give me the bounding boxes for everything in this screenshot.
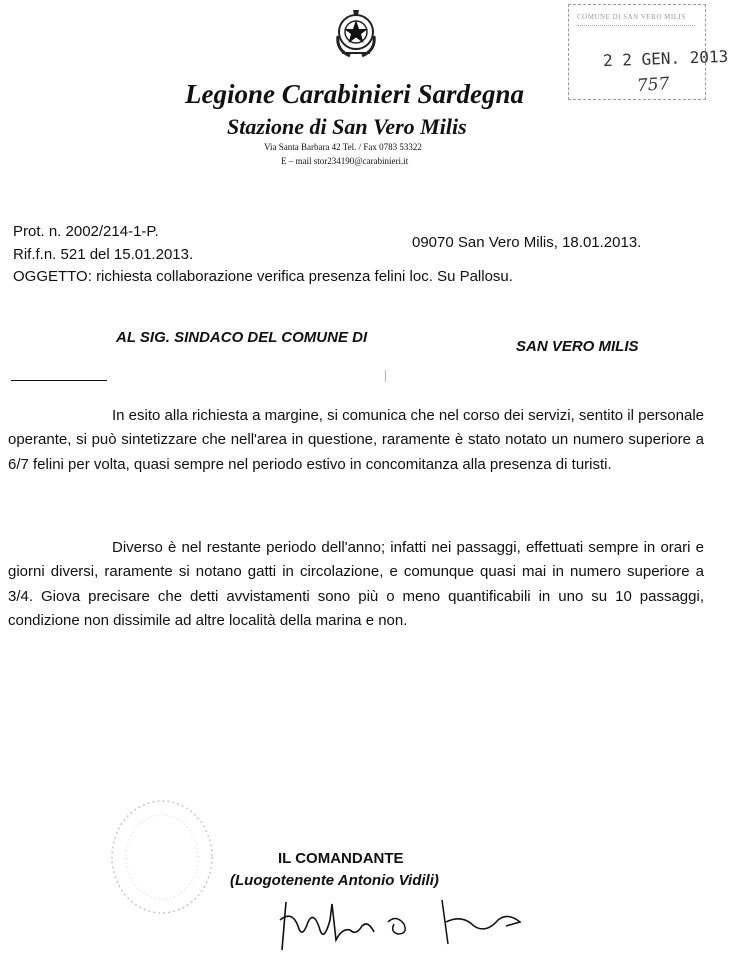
body-paragraph-1 <box>8 404 704 477</box>
subject-line: OGGETTO: richiesta collaborazione verifica presenza felini loc. Su Pallosu. <box>13 268 513 285</box>
signatory-name: (Luogotenente Antonio Vidili) <box>230 872 439 889</box>
recipient-city: SAN VERO MILIS <box>516 338 639 355</box>
recipient-line: AL SIG. SINDACO DEL COMUNE DI <box>116 329 368 346</box>
email-line: E – mail stor234190@carabinieri.it <box>281 156 409 166</box>
station-title: Stazione di San Vero Milis <box>227 114 467 139</box>
round-seal-icon <box>100 795 220 925</box>
place-date: 09070 San Vero Milis, 18.01.2013. <box>412 234 642 251</box>
paragraph-1-text: In esito alla richiesta a margine, si comunica che nel corso dei servizi, sentito il personale operante, si può sintetizzare che nell'area in questione, raramente è stato notato un numero superiore a 6/7 felini per volta, quasi sempre nel periodo estivo in concomitanza alla presenza di turisti. <box>8 407 704 473</box>
reference-number: Rif.f.n. 521 del 15.01.2013. <box>13 246 194 263</box>
reception-stamp <box>568 4 729 100</box>
stamp-date: 2 2 GEN. 2013 <box>602 46 729 71</box>
address-line: Via Santa Barbara 42 Tel. / Fax 0783 53322 <box>264 142 422 152</box>
stamp-number: 757 <box>636 73 671 97</box>
divider <box>11 380 107 381</box>
protocol-number: Prot. n. 2002/214-1-P. <box>13 223 159 240</box>
organization-title: Legione Carabinieri Sardegna <box>185 79 525 109</box>
paragraph-2-text: Diverso è nel restante periodo dell'anno; infatti nei passaggi, effettuati sempre in orari e giorni diversi, raramente si notano gatti in circolazione, e comunque quasi mai in numero superiore a 3/4. Giova precisare che detti avvistamenti sono più o meno quantificabili in uno su 10 passaggi, condizione non dissimile ad altre località della marina e non. <box>8 539 704 629</box>
stamp-header-text: COMUNE DI SAN VERO MILIS <box>577 13 695 26</box>
scan-mark <box>385 370 386 382</box>
signatory-title: IL COMANDANTE <box>278 850 404 867</box>
body-paragraph-2 <box>8 536 704 633</box>
handwritten-signature <box>262 880 532 960</box>
republic-emblem-icon <box>332 6 380 62</box>
